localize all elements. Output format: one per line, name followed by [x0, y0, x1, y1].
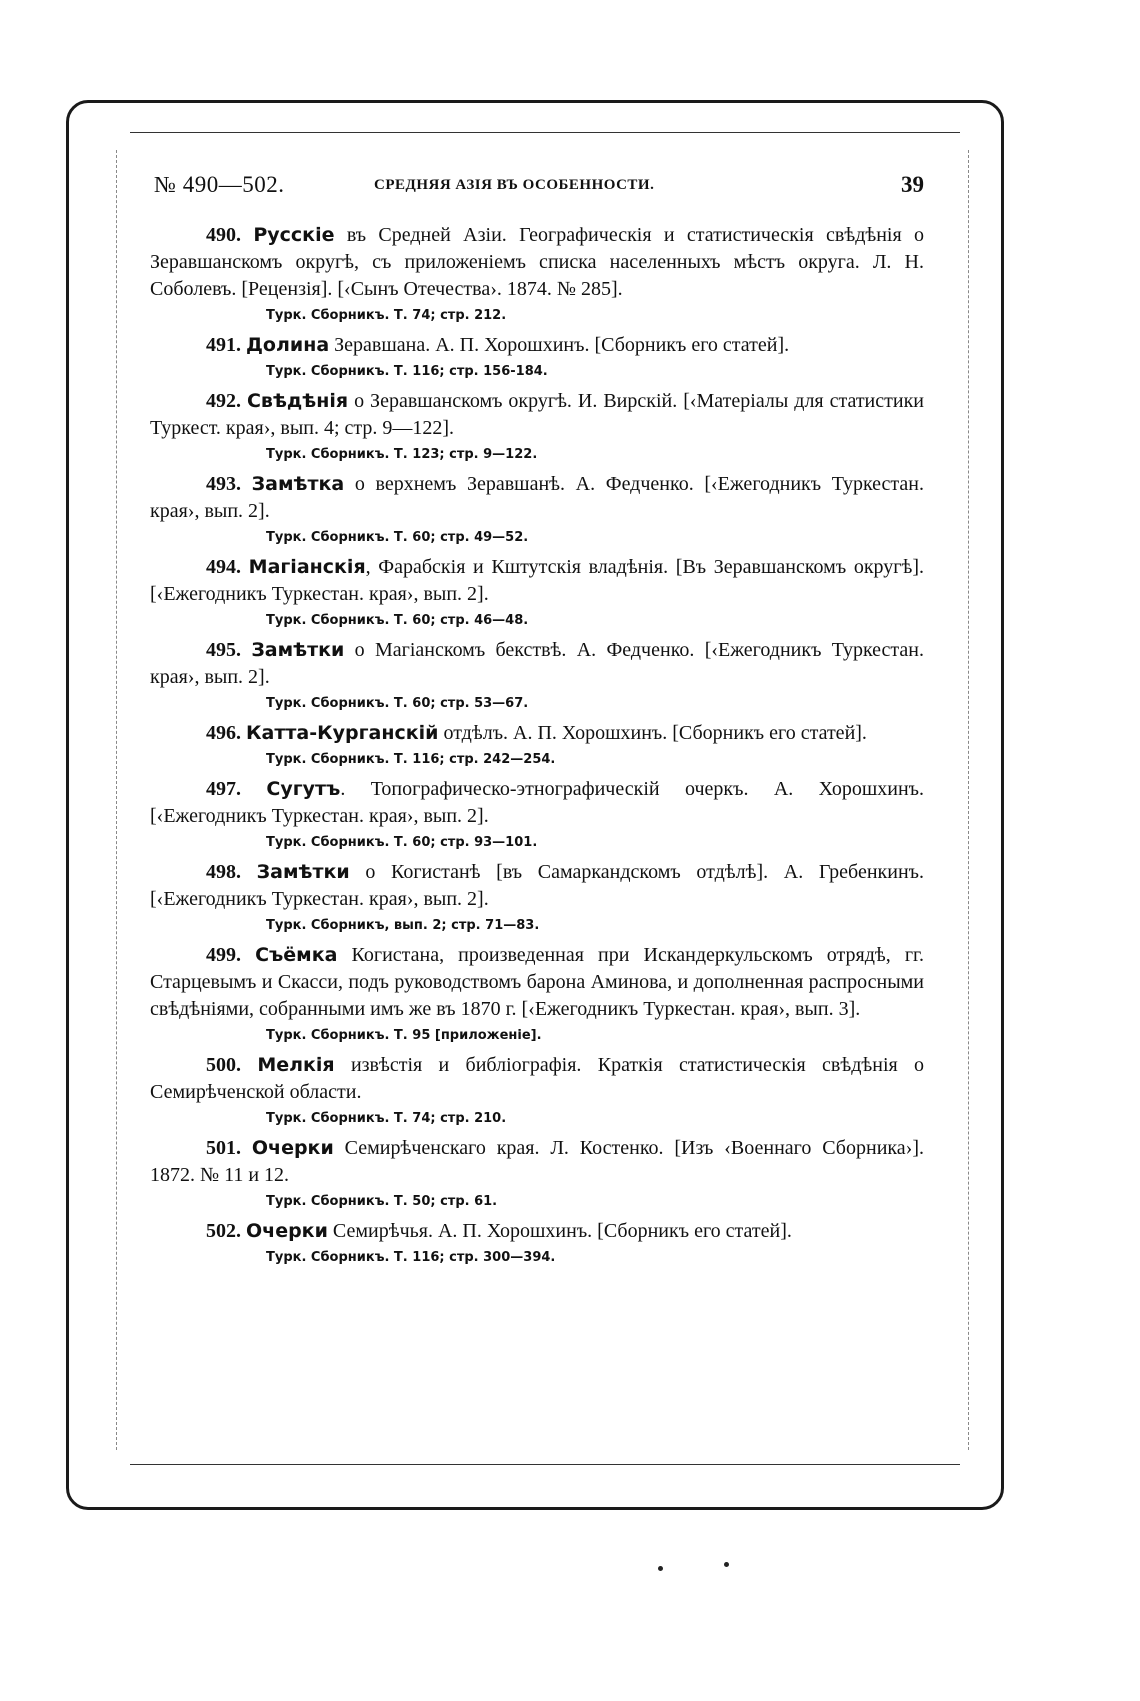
entry-keyword: Магіанскія — [248, 556, 366, 578]
entry-keyword: Мелкія — [257, 1054, 335, 1076]
entry-keyword: Русскіе — [253, 224, 335, 246]
entry-reference: Турк. Сборникъ. Т. 95 [приложеніе]. — [266, 1028, 542, 1043]
bibliography-entry — [150, 637, 924, 713]
bibliography-entry — [150, 859, 924, 935]
entry-number: 492. — [206, 390, 241, 412]
entry-reference: Турк. Сборникъ. Т. 74; стр. 210. — [266, 1111, 507, 1126]
entry-reference: Турк. Сборникъ. Т. 116; стр. 242—254. — [266, 752, 556, 767]
entry-text: въ Средней Азіи. Географическія и статистическія свѣдѣнія о Зеравшанскомъ округѣ, съ приложеніемъ списка населенныхъ мѣстъ округа. Л. Н. Соболевъ. [Рецензія]. [‹Сынъ Отечества›. 1874. № 285]. — [150, 224, 925, 300]
entry-range: № 490—502. — [154, 172, 285, 197]
entry-number: 493. — [206, 473, 241, 495]
entry-text: , Фарабскія и Кштутскія владѣнія. [Въ Зеравшанскомъ округѣ]. [‹Ежегодникъ Туркестан. края›, вып. 2]. — [150, 556, 924, 605]
entry-number: 496. — [206, 722, 241, 744]
bibliography-entry — [150, 1218, 924, 1267]
running-title: СРЕДНЯЯ АЗІЯ ВЪ ОСОБЕННОСТИ. — [374, 177, 655, 193]
page-header — [154, 172, 924, 206]
entry-reference: Турк. Сборникъ. Т. 116; стр. 300—394. — [266, 1250, 556, 1265]
entry-reference: Турк. Сборникъ, вып. 2; стр. 71—83. — [266, 918, 540, 933]
entry-text: извѣстія и библіографія. Краткія статистическія свѣдѣнія о Семирѣченской области. — [150, 1054, 924, 1103]
bibliography-entry — [150, 776, 924, 852]
entry-number: 497. — [206, 778, 241, 800]
entry-text: . Топографическо-этнографическій очеркъ. А. Хорошхинъ. [‹Ежегодникъ Туркестан. края›, вып. 2]. — [150, 778, 925, 827]
entry-keyword: Сугутъ — [266, 778, 341, 800]
bibliography-entry — [150, 332, 924, 381]
page-number: 39 — [901, 172, 924, 197]
entry-keyword: Очерки — [246, 1220, 328, 1242]
entry-text: Зеравшана. А. П. Хорошхинъ. [Сборникъ его статей]. — [329, 334, 790, 356]
entry-reference: Турк. Сборникъ. Т. 60; стр. 46—48. — [266, 613, 529, 628]
entry-text: Когистана, произведенная при Искандеркульскомъ отрядѣ, гг. Старцевымъ и Скасси, подъ руководствомъ барона Аминова, и дополненная распросными свѣдѣніями, собранными имъ же въ 1870 г. [‹Ежегодникъ Туркестан. края›, вып. 3]. — [150, 944, 924, 1020]
entry-number: 499. — [206, 944, 241, 966]
entry-reference: Турк. Сборникъ. Т. 74; стр. 212. — [266, 308, 507, 323]
entry-reference: Турк. Сборникъ. Т. 60; стр. 93—101. — [266, 835, 538, 850]
entry-number: 502. — [206, 1220, 241, 1242]
entry-reference: Турк. Сборникъ. Т. 60; стр. 49—52. — [266, 530, 529, 545]
entry-keyword: Очерки — [251, 1137, 334, 1159]
entry-number: 491. — [206, 334, 241, 356]
entry-text: отдѣлъ. А. П. Хорошхинъ. [Сборникъ его статей]. — [438, 722, 867, 744]
top-rule — [130, 132, 960, 133]
entry-keyword: Замѣтки — [251, 639, 345, 661]
left-rule — [116, 150, 117, 1450]
bibliography-list — [150, 222, 924, 1274]
bibliography-entry — [150, 222, 924, 325]
entry-number: 494. — [206, 556, 241, 578]
bibliography-entry — [150, 1135, 924, 1211]
entry-text: о Зеравшанскомъ округѣ. И. Вирскій. [‹Матеріалы для статистики Туркест. края›, вып. 4; стр. 9—122]. — [150, 390, 925, 439]
bibliography-entry — [150, 1052, 924, 1128]
entry-number: 501. — [206, 1137, 241, 1159]
entry-keyword: Съёмка — [255, 944, 338, 966]
entry-text: Семирѣченскаго края. Л. Костенко. [Изъ ‹Военнаго Сборника›]. 1872. № 11 и 12. — [150, 1137, 925, 1186]
entry-text: о Магіанскомъ бекствѣ. А. Федченко. [‹Ежегодникъ Туркестан. края›, вып. 2]. — [150, 639, 924, 688]
entry-keyword: Катта-Курганскій — [246, 722, 439, 744]
entry-keyword: Замѣтки — [256, 861, 350, 883]
entry-text: Семирѣчья. А. П. Хорошхинъ. [Сборникъ его статей]. — [327, 1220, 792, 1242]
entry-keyword: Свѣдѣнія — [246, 390, 349, 412]
bibliography-entry — [150, 720, 924, 769]
entry-number: 490. — [206, 224, 241, 246]
bibliography-entry — [150, 388, 924, 464]
entry-reference: Турк. Сборникъ. Т. 116; стр. 156-184. — [266, 364, 548, 379]
entry-reference: Турк. Сборникъ. Т. 60; стр. 53—67. — [266, 696, 529, 711]
bibliography-entry — [150, 942, 924, 1045]
ink-speck — [724, 1562, 729, 1567]
entry-reference: Турк. Сборникъ. Т. 123; стр. 9—122. — [266, 447, 538, 462]
entry-text: о верхнемъ Зеравшанѣ. А. Федченко. [‹Ежегодникъ Туркестан. края›, вып. 2]. — [150, 473, 924, 522]
entry-keyword: Долина — [246, 334, 330, 356]
bibliography-entry — [150, 554, 924, 630]
ink-speck — [658, 1566, 663, 1571]
right-rule — [968, 150, 969, 1450]
bottom-rule — [130, 1464, 960, 1465]
entry-number: 500. — [206, 1054, 241, 1076]
entry-keyword: Замѣтка — [251, 473, 345, 495]
entry-text: о Когистанѣ [въ Самаркандскомъ отдѣлѣ]. А. Гребенкинъ. [‹Ежегодникъ Туркестан. края›, вып. 2]. — [150, 861, 924, 910]
entry-number: 498. — [206, 861, 241, 883]
entry-reference: Турк. Сборникъ. Т. 50; стр. 61. — [266, 1194, 498, 1209]
entry-number: 495. — [206, 639, 241, 661]
bibliography-entry — [150, 471, 924, 547]
